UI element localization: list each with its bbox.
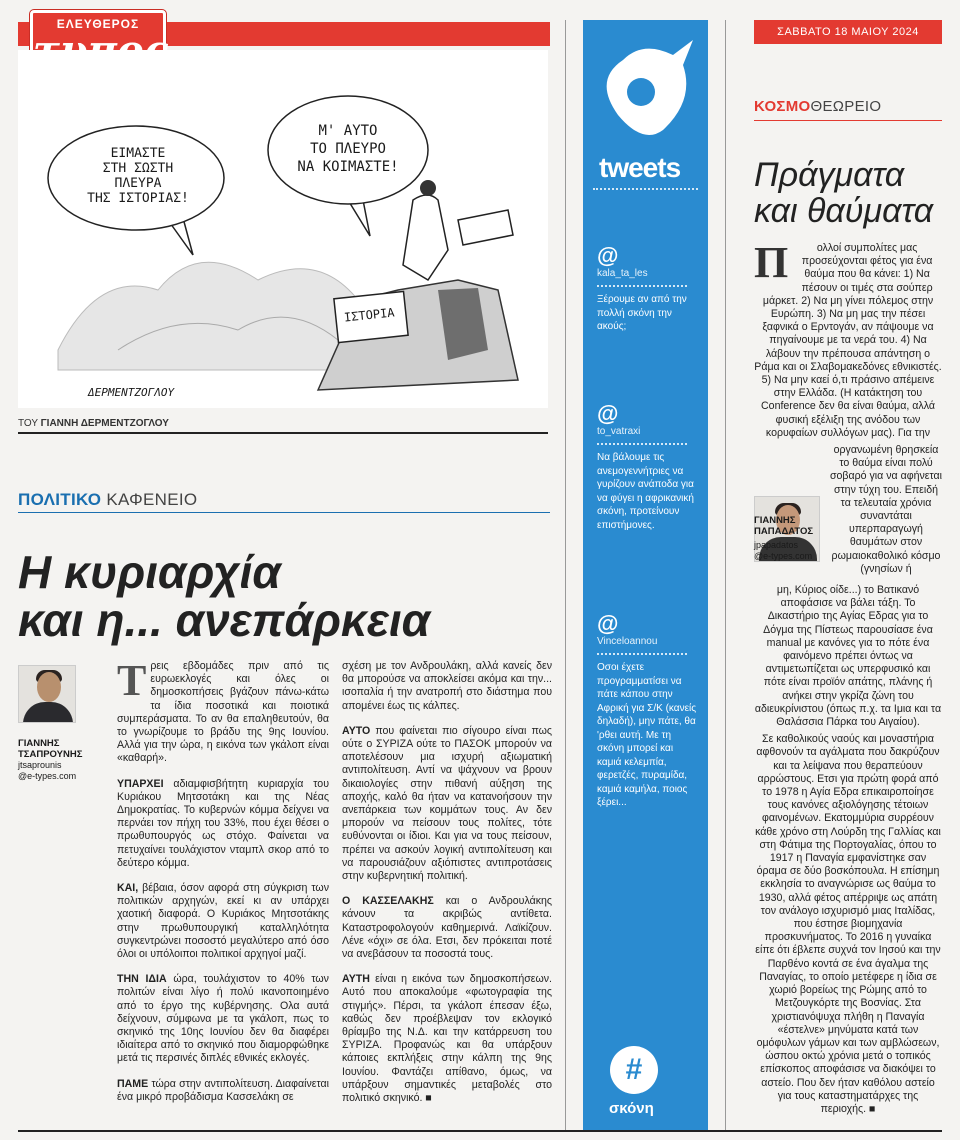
bubble-right-line: ΤΟ ΠΛΕΥΡΟ (310, 141, 386, 157)
page-bottom-rule (18, 1130, 942, 1132)
lead-word: ΚΑΙ, (117, 882, 139, 895)
lead-word: ΑΥΤΟ (342, 724, 371, 737)
lead-word: ΠΑΜΕ (117, 1077, 149, 1090)
paragraph-text: είναι η εικόνα των δημοσκοπήσεων. Αυτό που αποκαλούμε «φωτογραφία της στιγμής». Πέρσι, τα γκάλοπ έπεσαν έξω, καθώς δεν προέβλεψαν τον εκλογικό θρίαμβο της Ν.Δ. και την κατάρρευση του ΣΥΡΙΖΑ. Προφανώς και θα υπάρξουν κάποιες εκπλήξεις στην κάλπη της 9ης Ιουνίου. Φαντάζει απίθανο, όμως, να υπάρξουν σημαντικές μεταβολές στο πολιτικό σκηνικό. ■ (342, 973, 552, 1105)
section-thin: ΘΕΩΡΕΙΟ (810, 98, 882, 115)
tweet-item (597, 612, 697, 810)
paragraph-text: και ο Ανδρουλάκης κάνουν τα ακριβώς αντίθετα. Καταστροφολογούν καθημερινά. Λαϊκίζουν. Λένε «όχι» σε όλα. Ετσι, δεν πρόκειται ποτέ να ανεβάσουν τα ποσοστά τους. (342, 895, 552, 961)
lead-word: ΥΠΑΡΧΕΙ (117, 777, 164, 790)
paragraph-text: ρεις εβδομάδες πριν από τις ευρωεκλογές και όλες οι δημοσκοπήσεις βγάζουν πάνω-κάτω τα ίδια ποσοτικά και ποιοτικά συμπεράσματα. Το αν θα επαληθευτούν, θα το γνωρίζουμε το βράδυ της 9ης Ιουνίου. Αλλά για την ώρα, η εικόνα των γκάλοπ είναι «καθαρή». (117, 660, 329, 765)
cartoon-caption (18, 418, 548, 434)
tweet-separator (597, 653, 687, 655)
paragraph-text: μη, Κύριος οίδε...) το Βατικανό αποφάσισε να βάλει τάξη. Το Δικαστήριο της Αγίας Εδρας για το Δόγμα της Πίστεως παρουσίασε ένα manual με κανόνες για το πότε ένα φαινόμενο πρέπει όντως να αντιμετωπίζεται ως υπερφυσικό και πότε είναι προϊόν απάτης, πλάνης ή ανήκει στην γκρίζα ζώνη του αδιευκρίνιστου (όπως π.χ. τα Ιμια και τα Θαλάσσια Πάρκα του Αιγαίου). (754, 584, 942, 729)
kosmo-text-beside (830, 444, 942, 588)
hashtag-symbol: # (625, 1053, 643, 1086)
masthead-small: ΕΛΕΥΘΕΡΟΣ (56, 17, 140, 31)
kosmo-text-top (754, 238, 942, 452)
tweet-text: Ξέρουμε αν από την πολλή σκόνη την ακούς; (597, 294, 687, 332)
author-site: @e-types.com (754, 551, 813, 561)
tweet-handle: Vinceloannou (597, 636, 658, 647)
tweets-logo-word: tweets (599, 152, 681, 183)
cartoon-drawing (18, 50, 548, 408)
at-icon: @ (597, 243, 619, 268)
paragraph (342, 725, 552, 883)
section-politiko-kafeneio (18, 490, 197, 510)
section-bold: ΠΟΛΙΤΙΚΟ (18, 490, 102, 509)
column-divider (565, 20, 566, 1130)
cartoon-bubble-left (68, 146, 208, 206)
paragraph-text: τώρα στην αντιπολίτευση. Διαφαίνεται ένα μικρό προβάδισμα Κασσελάκη σε (117, 1077, 329, 1103)
cartoon (18, 50, 548, 408)
bubble-left-line: ΕΙΜΑΣΤΕ (110, 146, 166, 161)
paragraph (342, 660, 552, 713)
paragraph (342, 895, 552, 961)
tweet-item (597, 244, 697, 334)
section-rule (754, 120, 942, 121)
author-name: ΓΙΑΝΝΗΣ (18, 738, 60, 749)
paragraph (754, 238, 942, 440)
author-handle: jtsaprounis (18, 760, 62, 770)
tweet-text: Οσοι έχετε προγραμματίσει να πάτε κάπου στην Αφρική για Σ/Κ (κανείς δηλαδή), μην πάτε, θα 'ρθει αυτή. Με τη σκόνη μπορεί και καμιά κελεμπία, φερετζές, πυραμίδα, καμιά καμήλα, ποιος ξέρει... (597, 662, 697, 808)
caption-name: ΓΙΑΝΝΗ ΔΕΡΜΕΝΤΖΟΓΛΟΥ (40, 418, 169, 429)
politiko-column-1 (117, 656, 329, 1116)
lead-word: ΑΥΤΗ (342, 973, 370, 986)
tweet-separator (597, 285, 687, 287)
paragraph-text: ολλοί συμπολίτες μας προσεύχονται φέτος για ένα θαύμα που θα κάνει: 1) Να πέσουν οι τιμές στα σούπερ μάρκετ. 2) Να μη γίνει πόλεμος στην Ευρώπη. 3) Να μη μας την πέσει ξαφνικά ο Ερντογάν, αν πάψουμε να πηγαίνουμε με τα νερά του. 4) Να λάβουν την πρέπουσα απάντηση ο Ράμα και οι Σλαβομακεδόνες εθνικιστές. 5) Να μην καεί ό,τι πράσινο απέμεινε στην Ελλάδα. (Η κατάκτηση του Conference δεν θα είναι θαύμα, αλλά φυσική εξέλιξη της ανόδου των κορυφαίων συλλόγων μας). Για την (754, 242, 942, 439)
politiko-column-2 (342, 660, 552, 1117)
author-name: ΓΙΑΝΝΗΣ (754, 515, 796, 526)
lead-word: Ο ΚΑΣΣΕΛΑΚΗΣ (342, 895, 434, 908)
at-icon: @ (597, 401, 619, 426)
cartoon-book-label: ΙΣΤΟΡΙΑ (343, 305, 396, 325)
author-site: @e-types.com (18, 771, 77, 781)
dropcap: Π (754, 238, 789, 287)
headline-line: και η... ανεπάρκεια (18, 594, 431, 647)
tweet-text: Να βάλουμε τις ανεμογεννήτριες να γυρίζουν ανάποδα για να φύγει η αφρικανική σκόνη, προτείνουν επιστήμονες. (597, 452, 694, 531)
paragraph-text: Σε καθολικούς ναούς και μοναστήρια αφθονούν τα αγάλματα που δακρύζουν και τα λείψανα που θεραπεύουν αρρώστους. Ετσι για πρώτη φορά από το 1978 η Αγία Εδρα επικαιροποίησε τους κανόνες αξιολόγησης τέτοιων φαινομένων. Εκατομμύρια συρρέουν κάθε χρόνο στη Λούρδη της Γαλλίας και στη Φάτιμα της Πορτογαλίας, όπου το 1917 η Παναγία εμφανίστηκε σαν όραμα σε δύο βοσκόπουλα. Η επίσημη εκκλησία το αναγνώρισε ως θαύμα το 1930, αλλά φέτος απέρριψε ως απάτη τον ανάλογο ισχυρισμό μιας Ιταλίδας, που έστησε βιομηχανία προσκυνήματος. Το 2016 η γυναίκα είπε ότι έβλεπε συχνά τον Ιησού και την Παρθένο κοντά σε ένα άγαλμα της Παναγίας, το οποίο μετέφερε η ίδια σε χωριό βορείως της Ρώμης από το Μετζουγκόρτε της Βοσνίας. Στα χριστιανόψυχα πλήθη η Παναγία «έστελνε» μηνύματα κατά των ομόφυλων γάμων και των αμβλώσεων, ώσπου οκτώ χρόνια μετά ο τοπικός επίσκοπος αποφάσισε να διακόψει το αστείο. Που δεν ήταν καθόλου αστείο για τους καταστηματάρχες της περιοχής. ■ (755, 733, 941, 1115)
section-thin: ΚΑΦΕΝΕΙΟ (106, 490, 198, 509)
paragraph-text: βέβαια, όσον αφορά στη σύγκριση των πολιτικών αρχηγών, εκεί κι αν υπάρχει χαοτική διαφορά. Ο Κυριάκος Μητσοτάκης στην πρωθυπουργική καταλληλότητα συγκεντρώνει ποσοστό μεγαλύτερο από όσο όλοι οι υπόλοιποι πολιτικοί αρχηγοί μαζί. (117, 882, 329, 961)
tweet-handle: kala_ta_les (597, 268, 648, 279)
author-name: ΤΣΑΠΡΟΥΝΗΣ (18, 749, 83, 760)
paragraph-text: που φαίνεται πιο σίγουρο είναι πως ούτε ο ΣΥΡΙΖΑ ούτε το ΠΑΣΟΚ μπορούν να αποτελέσουν μια ισχυρή αξιωματική αντιπολίτευση. Αντί να ψάχνουν να βρουν δικαιολογίες στην πιθανή αύξηση της αποχής, καλό θα ήταν να κατανοήσουν την ανεπάρκεια των κομμάτων τους. Αν δεν μπορούν να πείσουν τους πολίτες, τότε ευθύνονται οι ίδιοι. Και για να τους πείσουν, πρέπει να ασκούν λογική αντιπολίτευση και να παρουσιάζουν αξιόπιστες αντιπροτάσεις στην κυβερνητική πολιτική. (342, 724, 552, 883)
avatar-tsaprounis (18, 665, 76, 723)
tweet-item (597, 402, 697, 532)
headline-kosmo (754, 158, 933, 229)
paragraph-text: αδιαμφισβήτητη κυριαρχία του Κυριάκου Μητσοτάκη και της Νέας Δημοκρατίας. Το κυβερνών κόμμα δείχνει να περνάει τον πήχη του 33%, που έχει θέσει ο πρωθυπουργός ως στόχο. Φαίνεται να πετυχαίνει τουλάχιστον νταμπλ σκορ από το δεύτερο κόμμα. (117, 777, 329, 869)
dropcap: Τ (117, 656, 147, 705)
paragraph (117, 1078, 329, 1104)
lead-word: ΤΗΝ ΙΔΙΑ (117, 973, 167, 986)
headline-line: και θαύματα (754, 191, 934, 230)
tweet-separator (597, 443, 687, 445)
byline-papadatos (754, 515, 824, 562)
tweets-column (583, 20, 708, 1130)
caption-prefix: ΤΟΥ (18, 418, 38, 429)
section-red: ΚΟΣΜΟ (754, 98, 811, 115)
section-rule (18, 512, 550, 513)
bubble-right-line: Μ' ΑΥΤΟ (318, 123, 378, 139)
paragraph-text: σχέση με τον Ανδρουλάκη, αλλά κανείς δεν θα μπορούσε να αποκλείσει ακόμα και την... ισοπαλία ή την ανατροπή στο διάστημα που απομένει έως τις κάλπες. (342, 660, 552, 712)
headline-politiko (18, 548, 430, 645)
author-name: ΠΑΠΑΔΑΤΟΣ (754, 526, 814, 537)
paragraph (117, 973, 329, 1065)
bubble-left-line: ΤΗΣ ΙΣΤΟΡΙΑΣ! (87, 191, 189, 206)
column-divider (725, 20, 726, 1130)
hashtag-icon (610, 1046, 658, 1094)
paragraph (117, 882, 329, 961)
cartoon-bubble-right (283, 122, 413, 176)
paragraph (117, 778, 329, 870)
byline-tsaprounis (18, 738, 108, 782)
at-icon: @ (597, 611, 619, 636)
paragraph-text: ώρα, τουλάχιστον το 40% των πολιτών είναι λίγο ή πολύ ικανοποιημένο από το έργο της κυβέρνησης. Ολα αυτά δείχνουν, σύμφωνα με τα γκάλοπ, πως το σκηνικό της 10ης Ιουνίου δεν θα διαφέρει ιδιαίτερα από το σκηνικό που διαμορφώθηκε μετά τις περσινές διπλές εθνικές εκλογές. (117, 973, 329, 1065)
author-handle: jpapadatos (754, 540, 799, 550)
section-kosmotheoreio (754, 98, 881, 115)
bubble-right-line: ΝΑ ΚΟΙΜΑΣΤΕ! (297, 159, 399, 175)
kosmo-text-bottom (754, 584, 942, 1128)
paragraph (342, 973, 552, 1105)
headline-line: Η κυριαρχία (18, 546, 281, 598)
bubble-left-line: ΣΤΗ ΣΩΣΤΗ (102, 161, 174, 176)
paragraph (117, 656, 329, 766)
tweets-bird-icon (583, 20, 708, 170)
bubble-left-line: ΠΛΕΥΡΑ (114, 176, 162, 191)
header-strip-right (754, 20, 942, 44)
tweet-handle: to_vatraxi (597, 426, 641, 437)
hashtag-label: σκόνη (609, 1100, 654, 1117)
cartoon-signature: ΔΕΡΜΕΝΤΖΟΓΛΟΥ (88, 386, 175, 399)
paragraph-text: οργανωμένη θρησκεία το θαύμα είναι πολύ σοβαρό για να αφήνεται στην τύχη του. Επειδή τα τελευταία χρόνια συναντάται υπερπαραγωγή θαυμάτων στον ρωμαιοκαθολικό κόσμο (γνησίων ή (830, 444, 943, 575)
issue-date: ΣΑΒΒΑΤΟ 18 ΜΑΙΟΥ 2024 (777, 26, 919, 38)
headline-line: Πράγματα (754, 156, 905, 194)
tweets-separator (593, 188, 698, 190)
